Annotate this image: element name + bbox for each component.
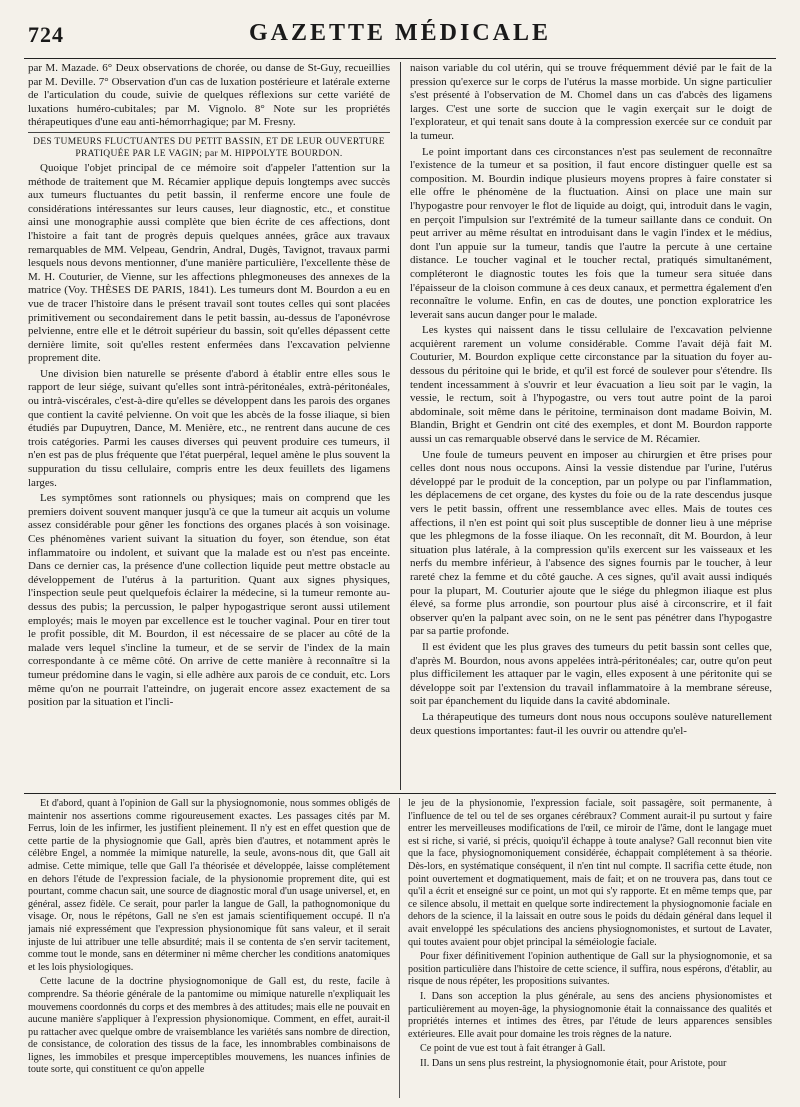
paragraph: Les kystes qui naissent dans le tissu cellulaire de l'excavation pelvienne acquièrent rarement un volume considérable. Comme l'avait déjà fait M. Couturier, M. Bourdon explique cette circonstance par la situation du foyer au-dessous du péritoine qui le bride, et qu'il est forcé de soulever pour s'étendre. Ils tendent incessamment à s'ouvrir et leur évacuation a lieu soit par le vagin, la vessie, le rectum, soit à l'hypogastre, ou vers tout autre point de la paroi abdominale, soit même dans le péritoine, terminaison dont madame Boivin, M. Blandin, Bright et Gendrin ont cité des exemples, et dont M. Bourdon rapporte aussi un cas remarquable observé dans le service de M. Récamier. — [410, 324, 772, 446]
right-column — [410, 62, 772, 790]
paragraph: Le point important dans ces circonstances n'est pas seulement de reconnaître l'existence de la tumeur et sa position, il faut encore distinguer quelle est sa composition. M. Bourdin indique plusieurs moyens propres à faire constater si elle offre le phénomène de la fluctuation. Ainsi on place une main sur l'hypogastre pour renvoyer le flot de liquide au doigt, qui, introduit dans le vagin, en perçoit l'impulsion sur l'extrémité de la tumeur saillante dans ce conduit. On peut arriver au même résultat en introduisant dans le vagin l'index et le médius, dont l'un appuie sur la tumeur, tandis que l'autre la percute à une certaine distance. Le toucher vaginal et le toucher rectal, pratiqués simultanément, compléteront le diagnostic toutes les fois que la tumeur sera située dans l'épaisseur de la cloison commune à ces deux canaux, et permettra également d'en reconnaître le volume. Enfin, en cas de doutes, une ponction exploratrice les leverait sans aucun danger pour le malade. — [410, 145, 772, 321]
paragraph: Ce point de vue est tout à fait étranger à Gall. — [420, 1043, 606, 1055]
paragraph: Les symptômes sont rationnels ou physiques; mais on comprend que les premiers doivent souvent manquer jusqu'à ce que la tumeur ait acquis un volume assez considérable pour gêner les fonctions des organes placés à son voisinage. Ces phénomènes varient suivant la situation du foyer, son étendue, son état inflammatoire ou indolent, et suivant que la malade est ou n'est pas enceinte. Dans ce dernier cas, la présence d'une collection liquide peut mettre obstacle au développement de l'utérus à la parturition. Quant aux signes physiques, l'inspection seule peut quelquefois éclairer la médecine, si la tumeur remonte au-dessus des pubis; la percussion, le palper hypogastrique seront aussi utilement employés; mais le moyen par excellence est le toucher vaginal. Pour en tirer tout le profit possible, dit M. Bourdon, il est nécessaire de se placer au côté de la malade vers lequel s'incline la tumeur, et de se servir de l'index de la main correspondante à ce même côté. On arrive de cette manière à reconnaître si la tumeur prédomine dans le vagin, si elle adhère aux parois de ce conduit, etc. Lors même qu'on ne pourrait l'atteindre, on jugerait encore assez exactement de sa position par la situation et l'incli- — [28, 492, 390, 709]
feuilleton-divider — [399, 798, 400, 1098]
masthead-title: GAZETTE MÉDICALE — [248, 20, 552, 46]
paragraph: I. Dans son acception la plus générale, au sens des anciens physionomistes et particulièrement au moyen-âge, la physiognomonie était la connaissance des qualités et propriétés internes et intimes des êtres, par l'étude de leurs apparences sensibles extérieures. Elle avait pour domaine les trois règnes de la nature. — [408, 990, 772, 1040]
page-number: 724 — [28, 22, 64, 47]
paragraph: naison variable du col utérin, qui se trouve fréquemment dévié par le fait de la pression qu'exerce sur le corps de l'utérus la masse morbide. Un signe particulier s'est présenté à l'observation de M. Chomel dans un cas d'abcès des ligamens larges. C'est une sorte de succion que le vagin exerçait sur le doigt de l'explorateur, et qui tenait sans doute à la compression exercée sur ce conduit par la tumeur. — [410, 62, 772, 142]
paragraph: Il est évident que les plus graves des tumeurs du petit bassin sont celles que, d'après M. Bourdon, nous avons appelées intrà-péritonéales; car, outre qu'on peut plus difficilement les attaquer par le vagin, elles exposent à une péritonite qui se développe soit par l'extension du travail inflammatoire à la membrane séreuse, soit par épanchement du liquide dans la cavité abdominale. — [410, 640, 772, 708]
column-divider — [400, 62, 401, 790]
paragraph: II. Dans un sens plus restreint, la physiognomonie était, pour Aristote, pour — [420, 1057, 727, 1069]
paragraph: Une division bien naturelle se présente d'abord à établir entre elles sous le rapport de leur siége, suivant qu'elles sont intrà-péritonéales, extrà-péritonéales, ou intrà-viscérales, c'est-à-dire qu'elles se développent dans les parois des organes que contient la cavité pelvienne. On voit que les abcès de la fosse iliaque, si bien étudiés par Dupuytren, Dance, M. Menière, etc., ne rentrent dans aucune de ces trois catégories. Parmi les causes diverses qui peuvent produire ces tumeurs, il n'en est pas de plus fréquente que l'état puerpéral, lequel amène le plus souvent la suppuration du tissu cellulaire, compris entre les deux feuillets des ligamens larges. — [28, 367, 390, 489]
paragraph: le jeu de la physionomie, l'expression faciale, soit passagère, soit permanente, à l'influence de tel ou tel de ses organes cérébraux? Comment aurait-il pu surtout y faire entrer les merveilleuses modifications de l'œil, ce miroir de l'âme, dont le langage muet est si riche, si varié, si précis, quoiqu'il échappe à toute analyse? Gall reconnut bien vite que la face, physiognomoniquement considérée, échappait complétement à sa théorie. Dès-lors, en systématique conséquent, il n'en tint nul compte. Il sacrifia cette étude, non point ouvertement et dogmatiquement, mais de fait; et on ne trouvera pas, dans tout ce qu'il a écrit et enseigné sur ce point, un mot qui s'y rapporte. Et en même temps que, par ce silence absolu, il mettait en quelque sorte indirectement la physiognomonie faciale en dehors de la science, il la laissait en outre sous le poids du dédain général dans lequel il avait enveloppé les spéculations des anciens physiognomonistes, et surtout de Lavater, qui toutes avaient pour objet principal la séméiologie faciale. — [408, 798, 772, 948]
left-column — [28, 62, 390, 790]
page-header — [20, 8, 780, 48]
feuilleton-left-column — [28, 798, 390, 1100]
paragraph: Cette lacune de la doctrine physiognomonique de Gall est, du reste, facile à comprendre. Sa théorie générale de la pantomime ou mimique naturelle n'expliquait les mouvemens coordonnés du corps et des membres à des attitudes; mais elle ne pouvait en aucune manière s'appliquer à l'expression physionomique. Comment, en effet, aurait-il pu rattacher avec quelque ombre de vraisemblance les variétés sans nombre de direction, de consistance, de coloration des tissus de la face, les innombrables combinaisons de lignes, les immobiles et presque imperceptibles mouvemens, les nuances infinies de toute sorte, qui constituent ce qu'on appelle — [28, 976, 390, 1076]
paragraph: La thérapeutique des tumeurs dont nous nous occupons soulève naturellement deux questions importantes: faut-il les ouvrir ou attendre qu'el- — [410, 710, 772, 737]
paragraph: Pour fixer définitivement l'opinion authentique de Gall sur la physiognomonie, et sa position particulière dans l'histoire de cette science, il suffira, nous espérons, d'établir, au risque de nous répéter, les propositions suivantes. — [408, 951, 772, 988]
feuilleton-rule — [24, 793, 776, 794]
top-rule — [24, 58, 776, 59]
article-title: DES TUMEURS FLUCTUANTES DU PETIT BASSIN, ET DE LEUR OUVERTURE PRATIQUÉE PAR LE VAGIN; par M. HIPPOLYTE BOURDON. — [28, 132, 390, 160]
feuilleton-right-column — [408, 798, 772, 1100]
paragraph: Et d'abord, quant à l'opinion de Gall sur la physiognomonie, nous sommes obligés de maintenir nos assertions comme rigoureusement exactes. Les passages cités par M. Ferrus, loin de les infirmer, les justifient pleinement. Il n'y est en effet question que de cette partie de la physiognomie que Gall, après bien d'autres, et notamment après le célèbre Engel, a nommée la mimique naturelle, la seule, avons-nous dit, que Gall ait admise. Cette mimique, telle que Gall l'a théorisée et développée, laisse complétement en dehors l'étude de l'expression faciale, de la physionomie proprement dite, qui est pourtant, comme chacun sait, une source de diagnostic moral d'un usage universel, et, en général, assez fidèle. Ce serait, pour parler la langue de Gall, la pathognomonique du visage. Or, nous le répétons, Gall ne s'en est jamais scientifiquement occupé. Il n'a jamais nié expressément que l'expression physionomique fût sans valeur, et il serait injuste de lui attribuer une telle absurdité; mais il se contenta de s'en servir tacitement, comme tout le monde, sans en déterminer ni même chercher les conditions anatomiques et les lois physiologiques. — [28, 798, 390, 973]
paragraph: Une foule de tumeurs peuvent en imposer au chirurgien et être prises pour celles dont nous nous occupons. Ainsi la vessie distendue par l'urine, l'utérus développé par le produit de la conception, par un polype ou par l'inflammation, les déplacemens de cet organe, des kystes du foie ou de la rate descendus jusque vers le petit bassin, offrent une ressemblance avec elles. Mais de toutes ces affections, il n'en est point qui soit plus susceptible de donner lieu à une méprise que les phlegmons de la fosse iliaque. On les reconnaît, dit M. Bourdon, à leur situation plus latérale, à la compression qu'ils exercent sur les vaisseaux et les nerfs du membre inférieur, à l'absence des signes fournis par le toucher, à leur rareté chez la femme et du côté gauche. A ces signes, qu'il avait aussi indiqués pour la plupart, M. Couturier ajoute que le siége du phlegmon iliaque est plus élevé, sa forme plus arrondie, son pourtour plus aisé à circonscrire, et il fait observer qu'en la palpant avec soin, on ne le sent pas pénétrer dans l'hypogastre par sa partie profonde. — [410, 448, 772, 638]
paragraph: par M. Mazade. 6° Deux observations de chorée, ou danse de St-Guy, recueillies par M. Deville. 7° Observation d'un cas de luxation postérieure et latérale externe de l'articulation du coude, suivie de quelques réflexions sur cette variété de luxations huméro-cubitales; par M. Vignolo. 8° Note sur les propriétés thérapeutiques d'une eau anti-hémorrhagique; par M. Fresny. — [28, 62, 390, 129]
paragraph: Quoique l'objet principal de ce mémoire soit d'appeler l'attention sur la méthode de traitement que M. Récamier applique depuis longtemps avec succès aux tumeurs fluctuantes du petit bassin, il renferme encore une foule de considérations intéressantes sur leurs causes, leur diagnostic, etc., et constitue ainsi une monographie aussi complète que bien écrite de ces affections, dont l'histoire a fait tant de progrès depuis quelques années, grâce aux travaux remarquables de MM. Velpeau, Gendrin, Andral, Dugès, Tavignot, travaux parmi lesquels nous devons mentionner, d'une manière particulière, l'excellente thèse de M. H. Couturier, de Vienne, sur les affections phlegmoneuses des annexes de la matrice (Voy. THÈSES DE PARIS, 1841). Les tumeurs dont M. Bourdon a eu en vue de tracer l'histoire dans le présent travail sont toutes celles qui sont placées primitivement ou secondairement dans le petit bassin, au-dessus de l'aponévrose pelvienne, entre elle et le détroit supérieur du bassin, soit qu'elles dépassent cette dernière limite, soit qu'elles restent enfermées dans l'excavation pelvienne proprement dite. — [28, 161, 390, 365]
